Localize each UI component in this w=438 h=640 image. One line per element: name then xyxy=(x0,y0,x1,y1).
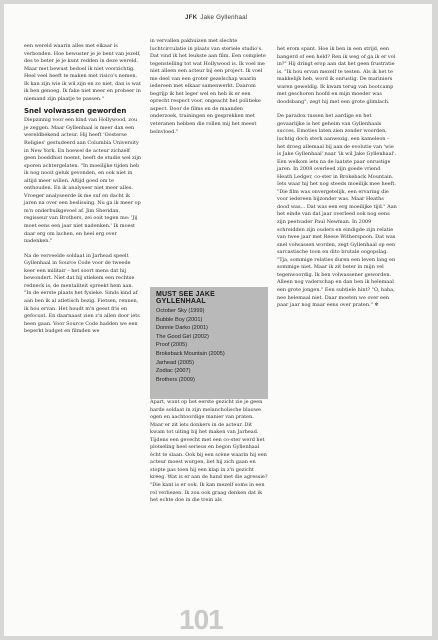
sidebar-item: October Sky (1999) xyxy=(156,308,205,314)
body-paragraph: het erom spant. Hoe ik ben in een strijd, een bangerd of een held? Ren ik weg of ga ik er vol in?" Hij dringt erop aan dat het geen frustratie is. "Ik hou ervan mezelf te testen. Als ik het te makkelijk heb, word ik onrustig. De mariniers waren geweldig. Ik kwam terug van bootcamp met geschoren hoofd en mijn moeder was doodsbang", zegt hij met een grote glimlach. xyxy=(277,46,396,105)
column-1 xyxy=(24,43,142,336)
sidebar-item: Proof (2005) xyxy=(156,342,188,349)
section-subhead: Snel volwassen geworden xyxy=(24,107,127,116)
sidebar-title: MUST SEE JAKE GYLLENHAAL xyxy=(156,291,215,305)
body-paragraph: Diepzinnig voor een kind van Hollywood, zou je zeggen. Maar Gyllenhaal is meer dan een wereldbekend acteur. Hij heeft 'Oosterse Religies' gestudeerd aan Columbia University in New York. En hoewel de acteur zichzelf geen boeddhist noemt, heeft de studie wel zijn sporen achtergelaten. "In moeilijke tijden heb ik nog nooit geluk gevonden, en ook niet in altijd meer willen. Altijd goed om te onthouden. En ik analyseer niet meer alles. Vroeger analyseerde ik me suf en dacht ik jaren na over een beslissing. Nu ga ik meer op m'n onderbuikgevoel af. Jim Sheridan, regisseur van Brothers, zei ooit tegen me: 'Jij moet eens een jaar niet nadenken.' Ik moest daar erg om lachen, en heel erg over nadenken." xyxy=(24,117,142,245)
sidebar-item: Bubble Boy (2001) xyxy=(156,316,203,323)
column-2-lower xyxy=(150,399,268,505)
column-3 xyxy=(277,46,397,310)
magazine-page xyxy=(4,4,432,636)
body-paragraph: De paradox tussen het aardige en het gevaarlijke is het geheim van Gyllenhaals succes. Emoties laten zien zonder woorden, luchtig doch sterk aanwezig, een kameleon – het droeg allemaal bij aan de evolutie van 'wie is Jake Gyllenhaal' naar 'ik wil Jake Gyllenhaal'. Een welkom iets na de laatste paar onrustige jaren. In 2008 overleed zijn goede vriend Heath Ledger, co-ster in Brokeback Mountain. Iets waar hij het nog steeds moeilijk mee heeft. "Die film was onvergetelijk, een ervaring die voor iedereen bijzonder was. Maar Heaths dood was... Dat was een erg moeilijke tijd." Aan het einde van dat jaar overleed ook nog eens zijn peetvader Paul Newman. In 2009 schreidden zijn ouders en eindigde zijn relatie van twee jaar met Reese Witherspoon. Dat was snel volwassen worden, zegt Gyllenhaal op een sarcastische toon en dito brutale oogopslag. "Tja, sommige relaties duren een leven lang en sommige niet. Maar ik zit beter in mijn vel tegenwoordig. Ik ben volwassener geworden. Alleen nog vaderschap en dan ben ik helemaal een grote jongen." Een subtiele hint? "O, haha, nee helemaal niet. Daar moeten we over een paar jaar nog maar eens over praten." ❄ xyxy=(277,113,397,309)
body-paragraph: in vervallen pakhuizen met slechte luchtcirculatie in plaats van steriele studio's. Dat vind ik het leukste aan film. Een complete tegenstelling tot wat Hollywood is. Ik voel me niet alleen een acteur bij een project. Ik voel me deel van een groter gezelschap waarin iedereen met elkaar samenwerkt. Daarom begrijp ik het leger wel en heb ik er een oprecht respect voor, ongeacht het politieke aspect. Door de films en de maanden onderzoek, trainingen en gesprekken met veteranen hebben die rollen mij het meest beïnvloed." xyxy=(150,38,266,135)
column-2 xyxy=(150,38,268,136)
page-number: 101 xyxy=(179,604,223,635)
sidebar-item: The Good Girl (2002) xyxy=(156,333,209,340)
header-label: JFK xyxy=(185,14,198,21)
page-header xyxy=(185,14,247,21)
sidebar-item: Jarhead (2005) xyxy=(156,359,194,366)
body-paragraph: een wereld waarin alles met elkaar is verbonden. Hoe bewuster je je bent van jezelf, des te beter je je kunt redden in deze wereld. Maar met bewust bedoel ik niet voorzichtig. Heel veel heeft te maken met risico's nemen. Ik kan zijn wie ik wil zijn en zo niet, dan is wat ik ben genoeg. Ik fake niet meer en probeer in niemand zijn plaatje te passen." xyxy=(24,43,141,102)
header-title: Jake Gyllenhaal xyxy=(200,14,248,21)
body-paragraph: Na de verveelde soldaat in Jarhead speelt Gyllenhaal in Source Code voor de tweede keer een militair – het soort mens dat hij bewondert. Niet dat hij stiekem een rechtse redneck is, de mentaliteit spreekt hem aan. "In de eerste plaats het fysieke. Sinds kind af aan ben ik al atletisch bezig. Fietsen, rennen, ik hou ervan. Het houdt m'n geest fris en gefocust. En daarnaast zien z'n allen door iets heen gaan. Voor Source Code hadden we een beperkt budget en filmden we xyxy=(24,252,140,335)
sidebar-item: Brokeback Mountain (2005) xyxy=(156,350,225,357)
sidebar-item: Brothers (2009) xyxy=(156,376,195,383)
sidebar-item: Donnie Darko (2001) xyxy=(156,325,208,332)
must-see-sidebar xyxy=(150,287,268,399)
sidebar-item: Zodiac (2007) xyxy=(156,368,191,375)
body-paragraph: Apart, want op het eerste gezicht zie je geen harde soldaat in zijn melancholische blauwe ogen en aachtoordige manier van praten. Maar er zit iets donkers in de acteur. Dit kwam tot uiting bij het maken van Jarhead. Tijdens een gevecht met een co-ster werd het plotseling heel serieus en begon Gyllenhaal écht te slaan. Ook bij een scène waarin hij een acteur moest wurgen, liet hij zich gaan en stopte pas toen hij een klap in z'n gezicht kreeg. Wat is er aan de hand met die agressie? "Die kant is er ook. Ik kan mezelf soms in een rol verliezen. Ik zou ook graag denken dat ik het echte doe in die trein als xyxy=(150,399,268,504)
